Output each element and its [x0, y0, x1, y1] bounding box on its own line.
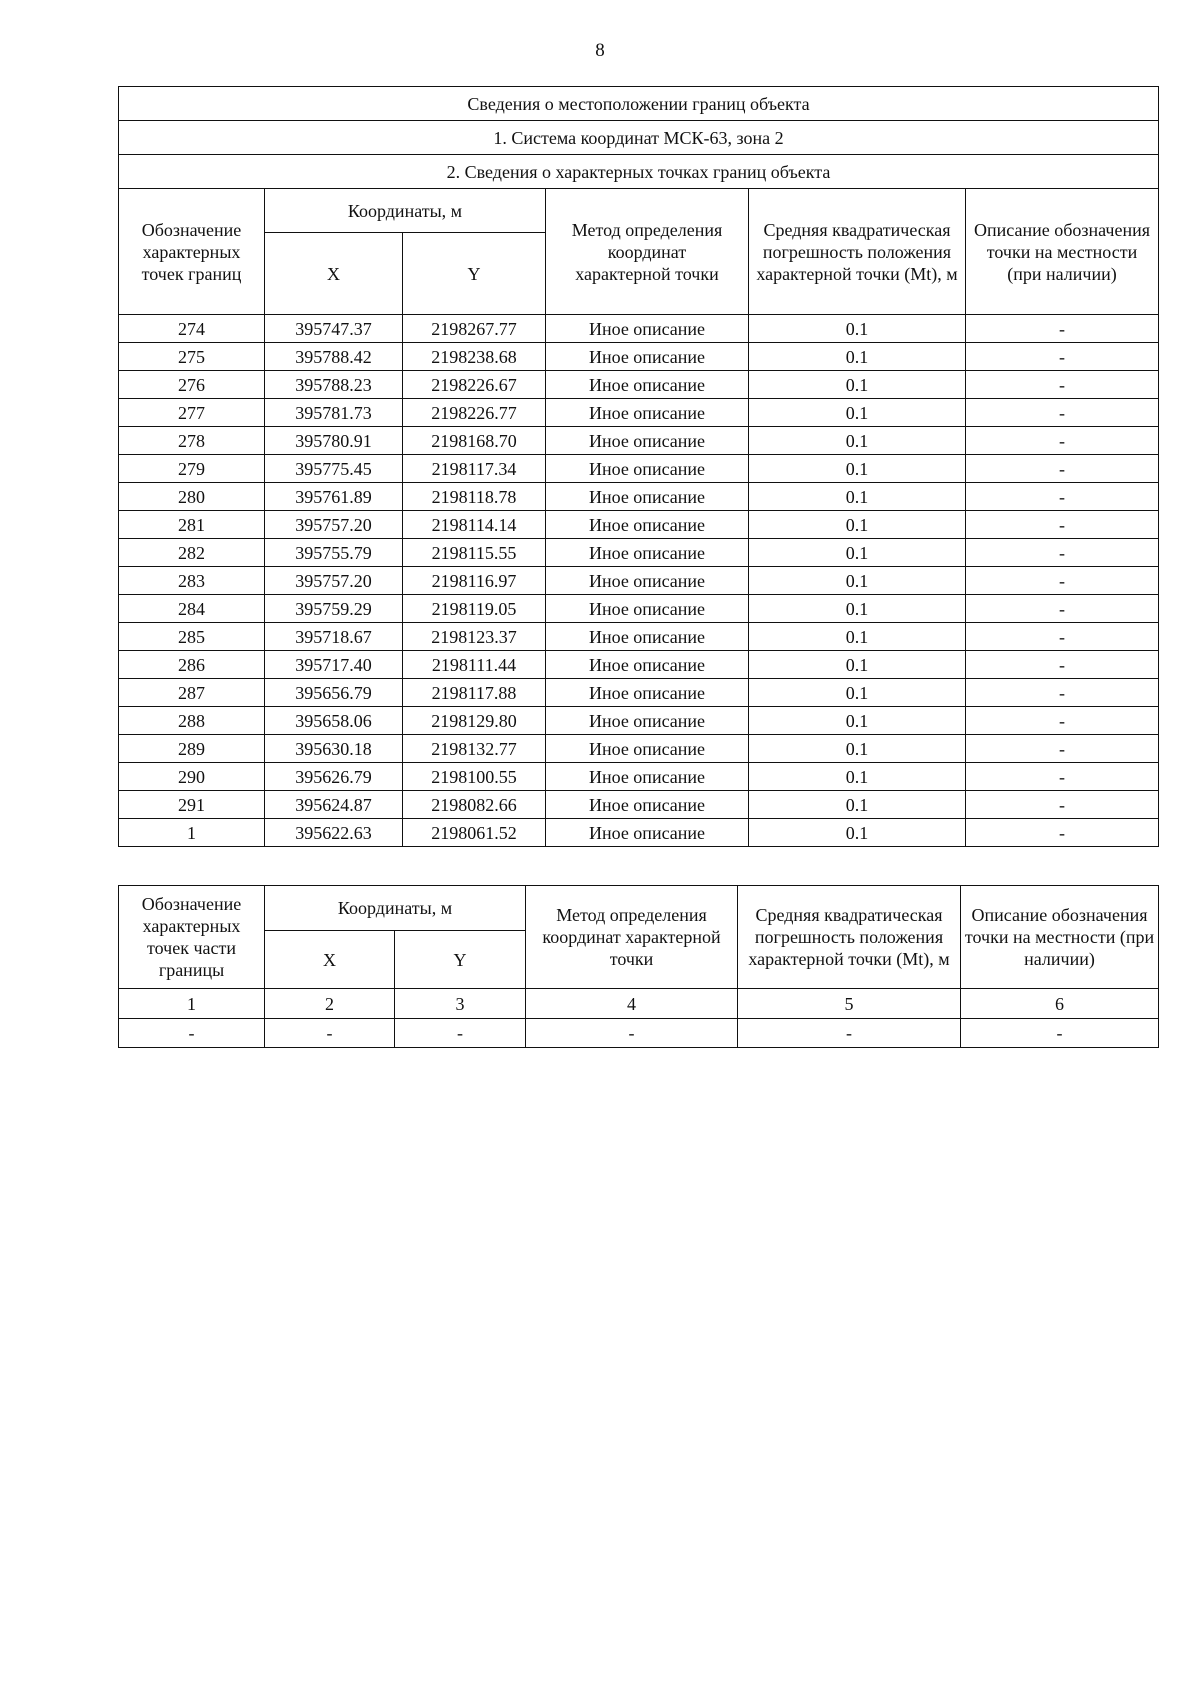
point-id-cell: 285	[119, 623, 265, 651]
header-y: Y	[403, 233, 546, 315]
page-number: 8	[595, 40, 605, 61]
method-cell: Иное описание	[546, 343, 749, 371]
x-coordinate-cell: 395624.87	[265, 791, 403, 819]
table-row	[119, 455, 1159, 483]
table-row	[119, 679, 1159, 707]
mt-error-cell: 0.1	[749, 707, 966, 735]
table-row	[119, 539, 1159, 567]
mt-error-cell: 0.1	[749, 651, 966, 679]
column-number: 4	[526, 989, 738, 1019]
table-row	[119, 371, 1159, 399]
method-cell: Иное описание	[546, 623, 749, 651]
column-number-row	[119, 989, 1159, 1019]
point-id-cell: 278	[119, 427, 265, 455]
empty-cell: -	[738, 1019, 961, 1048]
x-coordinate-cell: 395780.91	[265, 427, 403, 455]
x-coordinate-cell: 395761.89	[265, 483, 403, 511]
empty-cell: -	[526, 1019, 738, 1048]
table-row	[119, 735, 1159, 763]
mt-error-cell: 0.1	[749, 511, 966, 539]
x-coordinate-cell: 395757.20	[265, 567, 403, 595]
description-cell: -	[966, 315, 1159, 343]
mt-error-cell: 0.1	[749, 595, 966, 623]
y-coordinate-cell: 2198117.88	[403, 679, 546, 707]
method-cell: Иное описание	[546, 735, 749, 763]
y-coordinate-cell: 2198226.67	[403, 371, 546, 399]
point-id-cell: 274	[119, 315, 265, 343]
section-title-row	[119, 87, 1159, 121]
point-id-cell: 284	[119, 595, 265, 623]
method-cell: Иное описание	[546, 595, 749, 623]
empty-cell: -	[961, 1019, 1159, 1048]
method-cell: Иное описание	[546, 707, 749, 735]
x-coordinate-cell: 395718.67	[265, 623, 403, 651]
part-header-coordinates: Координаты, м	[265, 886, 526, 931]
y-coordinate-cell: 2198129.80	[403, 707, 546, 735]
description-cell: -	[966, 511, 1159, 539]
mt-error-cell: 0.1	[749, 343, 966, 371]
description-cell: -	[966, 763, 1159, 791]
y-coordinate-cell: 2198118.78	[403, 483, 546, 511]
mt-error-cell: 0.1	[749, 315, 966, 343]
point-id-cell: 286	[119, 651, 265, 679]
table-row	[119, 819, 1159, 847]
part-header-description: Описание обозначения точки на местности (при наличии)	[961, 886, 1159, 989]
column-number: 1	[119, 989, 265, 1019]
x-coordinate-cell: 395755.79	[265, 539, 403, 567]
table-row	[119, 315, 1159, 343]
table-row	[119, 399, 1159, 427]
description-cell: -	[966, 819, 1159, 847]
table-row	[119, 427, 1159, 455]
y-coordinate-cell: 2198100.55	[403, 763, 546, 791]
point-id-cell: 277	[119, 399, 265, 427]
y-coordinate-cell: 2198132.77	[403, 735, 546, 763]
table-row	[119, 623, 1159, 651]
x-coordinate-cell: 395626.79	[265, 763, 403, 791]
table-row	[119, 707, 1159, 735]
description-cell: -	[966, 399, 1159, 427]
description-cell: -	[966, 679, 1159, 707]
description-cell: -	[966, 623, 1159, 651]
point-id-cell: 291	[119, 791, 265, 819]
x-coordinate-cell: 395656.79	[265, 679, 403, 707]
table-row	[119, 567, 1159, 595]
method-cell: Иное описание	[546, 567, 749, 595]
point-id-cell: 281	[119, 511, 265, 539]
points-section-title: 2. Сведения о характерных точках границ объекта	[119, 155, 1159, 189]
description-cell: -	[966, 651, 1159, 679]
header-description: Описание обозначения точки на местности (при наличии)	[966, 189, 1159, 315]
column-number: 3	[395, 989, 526, 1019]
x-coordinate-cell: 395775.45	[265, 455, 403, 483]
header-designation: Обозначение характерных точек границ	[119, 189, 265, 315]
y-coordinate-cell: 2198117.34	[403, 455, 546, 483]
description-cell: -	[966, 427, 1159, 455]
mt-error-cell: 0.1	[749, 735, 966, 763]
part-header-x: X	[265, 931, 395, 989]
point-id-cell: 289	[119, 735, 265, 763]
method-cell: Иное описание	[546, 539, 749, 567]
table-row	[119, 343, 1159, 371]
part-header-method: Метод определения координат характерной точки	[526, 886, 738, 989]
y-coordinate-cell: 2198115.55	[403, 539, 546, 567]
header-error: Средняя квадратическая погрешность положения характерной точки (Mt), м	[749, 189, 966, 315]
table-row	[119, 651, 1159, 679]
point-id-cell: 287	[119, 679, 265, 707]
point-id-cell: 283	[119, 567, 265, 595]
part-header-error: Средняя квадратическая погрешность положения характерной точки (Mt), м	[738, 886, 961, 989]
description-cell: -	[966, 567, 1159, 595]
method-cell: Иное описание	[546, 455, 749, 483]
header-coordinates: Координаты, м	[265, 189, 546, 233]
empty-cell: -	[395, 1019, 526, 1048]
empty-cell: -	[265, 1019, 395, 1048]
column-number: 6	[961, 989, 1159, 1019]
description-cell: -	[966, 595, 1159, 623]
y-coordinate-cell: 2198082.66	[403, 791, 546, 819]
description-cell: -	[966, 483, 1159, 511]
column-number: 2	[265, 989, 395, 1019]
mt-error-cell: 0.1	[749, 567, 966, 595]
y-coordinate-cell: 2198114.14	[403, 511, 546, 539]
point-id-cell: 290	[119, 763, 265, 791]
x-coordinate-cell: 395757.20	[265, 511, 403, 539]
mt-error-cell: 0.1	[749, 763, 966, 791]
point-id-cell: 275	[119, 343, 265, 371]
y-coordinate-cell: 2198238.68	[403, 343, 546, 371]
method-cell: Иное описание	[546, 399, 749, 427]
mt-error-cell: 0.1	[749, 623, 966, 651]
y-coordinate-cell: 2198168.70	[403, 427, 546, 455]
point-id-cell: 279	[119, 455, 265, 483]
y-coordinate-cell: 2198267.77	[403, 315, 546, 343]
method-cell: Иное описание	[546, 763, 749, 791]
point-id-cell: 1	[119, 819, 265, 847]
mt-error-cell: 0.1	[749, 427, 966, 455]
point-id-cell: 288	[119, 707, 265, 735]
part-header-designation: Обозначение характерных точек части границы	[119, 886, 265, 989]
coord-system-row	[119, 121, 1159, 155]
x-coordinate-cell: 395658.06	[265, 707, 403, 735]
x-coordinate-cell: 395788.23	[265, 371, 403, 399]
description-cell: -	[966, 455, 1159, 483]
empty-cell: -	[119, 1019, 265, 1048]
boundary-points-table	[118, 86, 1159, 847]
y-coordinate-cell: 2198123.37	[403, 623, 546, 651]
empty-part-row	[119, 1019, 1159, 1048]
point-id-cell: 280	[119, 483, 265, 511]
method-cell: Иное описание	[546, 483, 749, 511]
y-coordinate-cell: 2198061.52	[403, 819, 546, 847]
description-cell: -	[966, 791, 1159, 819]
points-header-row	[119, 189, 1159, 233]
method-cell: Иное описание	[546, 371, 749, 399]
mt-error-cell: 0.1	[749, 399, 966, 427]
x-coordinate-cell: 395630.18	[265, 735, 403, 763]
method-cell: Иное описание	[546, 819, 749, 847]
mt-error-cell: 0.1	[749, 455, 966, 483]
point-id-cell: 276	[119, 371, 265, 399]
mt-error-cell: 0.1	[749, 483, 966, 511]
x-coordinate-cell: 395788.42	[265, 343, 403, 371]
column-number: 5	[738, 989, 961, 1019]
mt-error-cell: 0.1	[749, 791, 966, 819]
table-row	[119, 791, 1159, 819]
mt-error-cell: 0.1	[749, 679, 966, 707]
section-title: Сведения о местоположении границ объекта	[119, 87, 1159, 121]
method-cell: Иное описание	[546, 651, 749, 679]
part-header-row	[119, 886, 1159, 931]
part-header-y: Y	[395, 931, 526, 989]
point-id-cell: 282	[119, 539, 265, 567]
description-cell: -	[966, 539, 1159, 567]
method-cell: Иное описание	[546, 427, 749, 455]
x-coordinate-cell: 395759.29	[265, 595, 403, 623]
y-coordinate-cell: 2198111.44	[403, 651, 546, 679]
y-coordinate-cell: 2198116.97	[403, 567, 546, 595]
x-coordinate-cell: 395622.63	[265, 819, 403, 847]
header-x: X	[265, 233, 403, 315]
coord-system-label: 1. Система координат МСК-63, зона 2	[119, 121, 1159, 155]
table-row	[119, 595, 1159, 623]
method-cell: Иное описание	[546, 679, 749, 707]
method-cell: Иное описание	[546, 791, 749, 819]
description-cell: -	[966, 371, 1159, 399]
description-cell: -	[966, 735, 1159, 763]
y-coordinate-cell: 2198226.77	[403, 399, 546, 427]
x-coordinate-cell: 395781.73	[265, 399, 403, 427]
method-cell: Иное описание	[546, 315, 749, 343]
table-row	[119, 763, 1159, 791]
part-boundary-points-table	[118, 885, 1159, 1048]
x-coordinate-cell: 395717.40	[265, 651, 403, 679]
mt-error-cell: 0.1	[749, 819, 966, 847]
description-cell: -	[966, 343, 1159, 371]
mt-error-cell: 0.1	[749, 539, 966, 567]
method-cell: Иное описание	[546, 511, 749, 539]
y-coordinate-cell: 2198119.05	[403, 595, 546, 623]
x-coordinate-cell: 395747.37	[265, 315, 403, 343]
table-row	[119, 511, 1159, 539]
description-cell: -	[966, 707, 1159, 735]
points-section-title-row	[119, 155, 1159, 189]
table-row	[119, 483, 1159, 511]
header-method: Метод определения координат характерной точки	[546, 189, 749, 315]
mt-error-cell: 0.1	[749, 371, 966, 399]
